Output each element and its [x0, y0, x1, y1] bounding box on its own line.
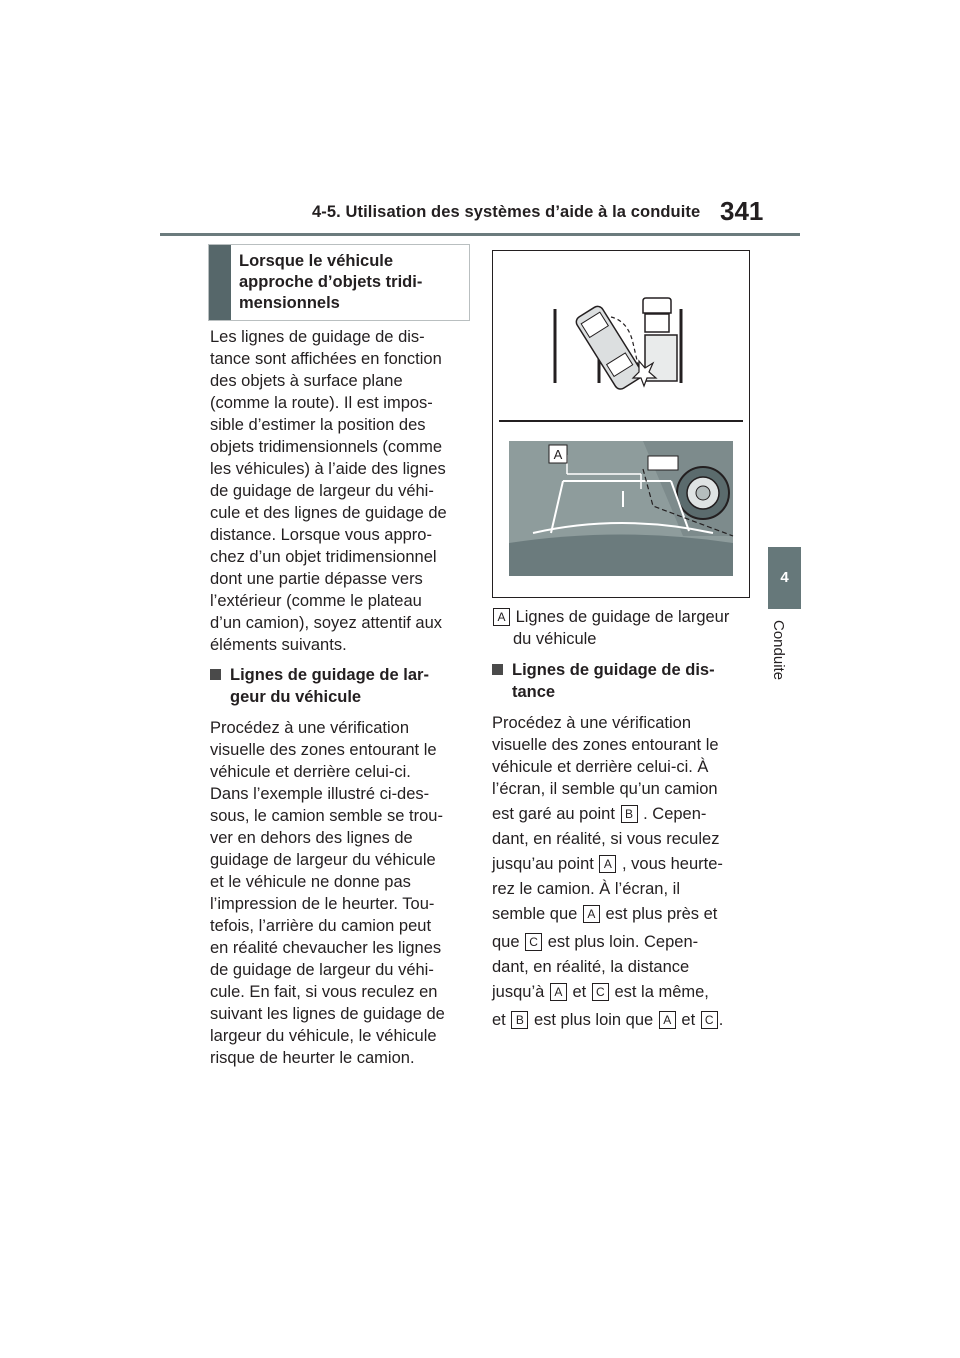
text-line: les véhicules) à l’aide des lignes — [210, 460, 446, 478]
text-line: de guidage de largeur du véhi- — [210, 482, 434, 500]
text-line: en réalité chevaucher les lignes — [210, 939, 442, 957]
text-line: largeur du véhicule, le véhicule — [210, 1027, 437, 1045]
text-line: cule. En fait, si vous reculez en — [210, 983, 438, 1001]
figure-label-a: A — [553, 447, 563, 462]
text-line: visuelle des zones entourant le — [210, 741, 437, 759]
text-line: sous, le camion semble se trou- — [210, 807, 443, 825]
label-c-box: C — [592, 983, 609, 1001]
text-line: tance sont affichées en fonction — [210, 350, 442, 368]
section-title-box — [208, 244, 470, 321]
text-line: Les lignes de guidage de dis- — [210, 328, 425, 346]
width-guides-paragraph — [210, 717, 472, 1069]
text-line: l’écran, il semble qu’un camion — [492, 780, 718, 798]
text-line: tefois, l’arrière du camion peut — [210, 917, 432, 935]
text-line: ver en dehors des lignes de — [210, 829, 413, 847]
parking-guide-illustration — [492, 250, 750, 598]
text-line: Procédez à une vérification — [210, 719, 410, 737]
text-line: des objets à surface plane — [210, 372, 403, 390]
text-line: visuelle des zones entourant le — [492, 736, 719, 754]
chapter-side-label: Conduite — [770, 620, 787, 681]
right-column: A Lignes de guidage de largeur du véhicule Lignes de guidage de dis- tance Procédez à une vérification visuelle des zones entourant le véhicule et derrière celui-ci. À l’écran, il semble qu’un camion est garé au point B . Cepen- dant, en réalité, si vous reculez jusqu’au point A , vous heurte- rez le camion. À l’écran, il semble que A est plus près et que C est plus loin. Cepen- dant, en réalité, la distance jusqu’à A et C est la même, et B est plus loin que A et C . — [492, 606, 754, 1034]
heading-distance-guides: Lignes de guidage de dis- tance — [492, 659, 754, 703]
text-line: cule et des lignes de guidage de — [210, 504, 447, 522]
illustration-svg — [493, 251, 749, 597]
text-line: véhicule et derrière celui-ci. À — [492, 758, 709, 776]
label-b-box: B — [511, 1011, 528, 1029]
text-line: véhicule et derrière celui-ci. — [210, 763, 411, 781]
label-b-box: B — [621, 805, 638, 823]
text-line: l’impression de le heurter. Tou- — [210, 895, 435, 913]
page-number: 341 — [720, 196, 764, 226]
section-title-bar — [209, 245, 231, 320]
left-column — [210, 326, 472, 1069]
text-line: éléments suivants. — [210, 636, 347, 654]
intro-paragraph — [210, 326, 472, 656]
text-line: l’extérieur (comme le plateau — [210, 592, 422, 610]
label-a-box: A — [599, 855, 616, 873]
figure-caption: A Lignes de guidage de largeur — [492, 606, 754, 628]
distance-guides-paragraph — [492, 712, 754, 800]
text-line: suivant les lignes de guidage de — [210, 1005, 445, 1023]
text-line: guidage de largeur du véhicule — [210, 851, 436, 869]
header-divider — [160, 233, 800, 236]
text-line: chez d’un objet tridimensionnel — [210, 548, 437, 566]
text-line: (comme la route). Il est impos- — [210, 394, 433, 412]
label-a-box: A — [583, 905, 600, 923]
label-a-box: A — [659, 1011, 676, 1029]
label-a-box: A — [550, 983, 567, 1001]
label-c-box: C — [525, 933, 542, 951]
text-line: d’un camion), soyez attentif aux — [210, 614, 443, 632]
section-title: Lorsque le véhicule approche d’objets tridi-mensionnels — [239, 252, 423, 312]
label-c-box: C — [701, 1011, 718, 1029]
text-line: dont une partie dépasse vers — [210, 570, 423, 588]
text-line: sible d’estimer la position des — [210, 416, 426, 434]
heading-width-guides: Lignes de guidage de lar- geur du véhicule — [210, 664, 472, 708]
text-line: distance. Lorsque vous appro- — [210, 526, 432, 544]
text-line: Procédez à une vérification — [492, 714, 692, 732]
label-a-box: A — [493, 608, 510, 626]
chapter-header: 4-5. Utilisation des systèmes d’aide à la conduite — [312, 203, 701, 221]
text-line: Dans l’exemple illustré ci-des- — [210, 785, 430, 803]
text-line: objets tridimensionnels (comme — [210, 438, 443, 456]
text-line: et le véhicule ne donne pas — [210, 873, 411, 891]
text-line: risque de heurter le camion. — [210, 1049, 415, 1067]
chapter-tab-number: 4 — [780, 569, 789, 586]
text-line: de guidage de largeur du véhi- — [210, 961, 434, 979]
chapter-tab — [768, 547, 801, 609]
